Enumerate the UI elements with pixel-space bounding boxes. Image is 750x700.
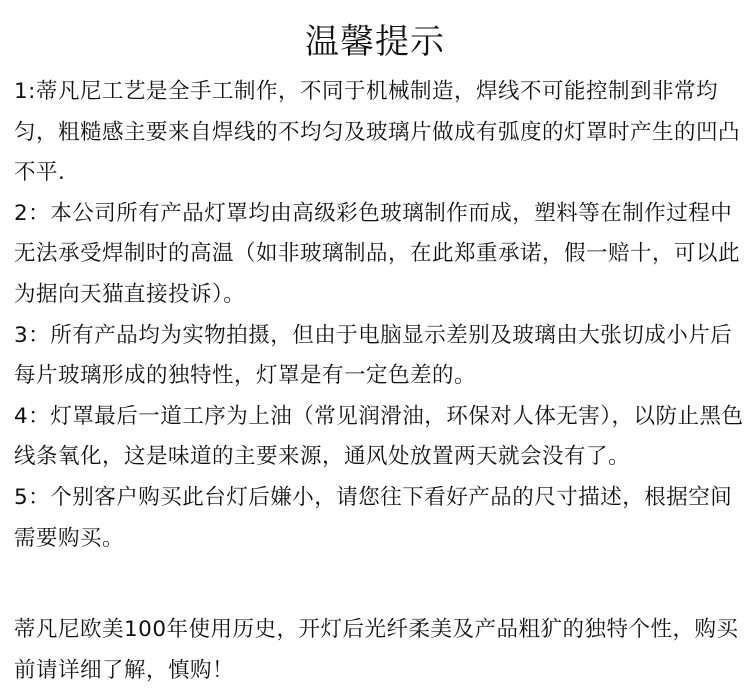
notice-item-text: 本公司所有产品灯罩均由高级彩色玻璃制作而成，塑料等在制作过程中无法承受焊制时的高温（如非玻璃制品，在此郑重承诺，假一赔十，可以此为据向天猫直接投诉）。 bbox=[14, 200, 741, 307]
notice-item-number: 5： bbox=[14, 484, 51, 510]
notice-item-4 bbox=[14, 397, 744, 478]
notice-list bbox=[14, 72, 744, 559]
notice-item-text: 蒂凡尼工艺是全手工制作，不同于机械制造，焊线不可能控制到非常均匀，粗糙感主要来自焊线的不均匀及玻璃片做成有弧度的灯罩时产生的凹凸不平. bbox=[14, 79, 741, 186]
notice-item-number: 3： bbox=[14, 322, 51, 348]
notice-item-number: 2： bbox=[14, 200, 51, 226]
notice-item-2 bbox=[14, 194, 744, 316]
notice-item-number: 1: bbox=[14, 79, 36, 104]
notice-footer: 蒂凡尼欧美100年使用历史，开灯后光纤柔美及产品粗犷的独特个性，购买前请详细了解，慎购！ bbox=[14, 617, 739, 683]
notice-item-5 bbox=[14, 478, 744, 559]
notice-title: 温馨提示 bbox=[305, 22, 445, 62]
notice-item-text: 灯罩最后一道工序为上油（常见润滑油，环保对人体无害），以防止黑色线条氧化，这是味道的主要来源，通风处放置两天就会没有了。 bbox=[14, 403, 744, 470]
notice-item-3 bbox=[14, 316, 744, 397]
notice-item-text: 所有产品均为实物拍摄，但由于电脑显示差别及玻璃由大张切成小片后每片玻璃形成的独特性，灯罩是有一定色差的。 bbox=[14, 322, 733, 389]
notice-item-text: 个别客户购买此台灯后嫌小，请您往下看好产品的尺寸描述，根据空间需要购买。 bbox=[14, 484, 733, 551]
notice-item-number: 4： bbox=[14, 403, 51, 429]
notice-item-1 bbox=[14, 72, 744, 194]
